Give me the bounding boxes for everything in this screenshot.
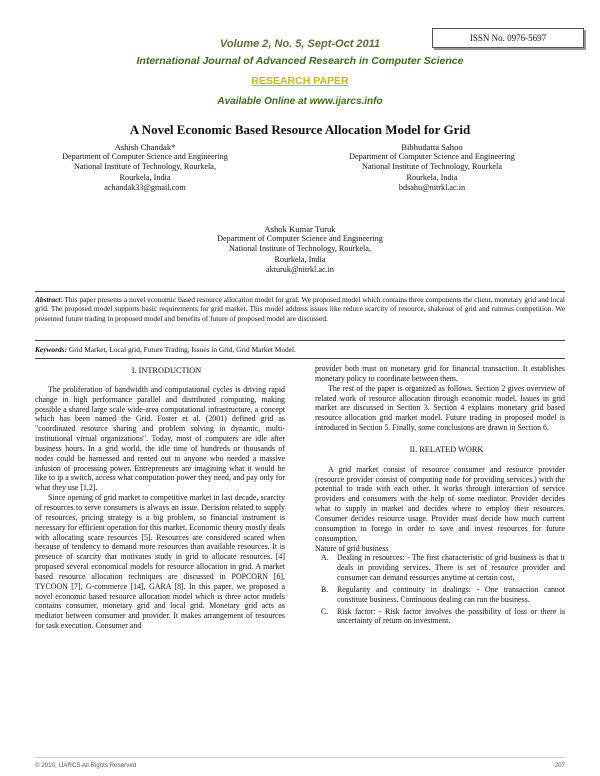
nature-list (315, 553, 565, 626)
right-column (315, 364, 565, 626)
author-block-2 (312, 142, 552, 193)
author-city: Rourkela, India (406, 172, 458, 182)
author-email: bdsahu@nitrkl.ac.in (398, 182, 466, 192)
intro-paragraph-1: The proliferation of bandwidth and computational cycles is driving rapid change in high performance parallel and distributed computing, making possible a shared large scale wide-area computational infrastructure, a concept which has been named the Grid. Foster et al. (2001) defined grid as "coordinated resource sharing and problem solving in dynamic, multi-institutional virtual organizations". Today, most of computers are idle after business hours. In a grid world, the idle time of hundreds or thousands of nodes could be harnessed and rented out to anyone who needed a massive infusion of processing power. Entrepreneurs are imagining what it would be like to ip a switch, access what computation power they need, and pay only for what they use [1,2]. (35, 384, 285, 493)
author-inst: National Institute of Technology, Rourkela (362, 162, 502, 172)
intro-paragraph-2: Since opening of grid market to competitive market in last decade, scarcity of resources to serve consumers is always an issue. Decision related to supply of resources, pricing strategy is a big problem, so financial instrument is necessary for efficient operation for this market. Economic theory mostly deals with allocating scare resources [5]. Resources are considered scared when because of tendency to demand more resources than available resources. It is presence of scarcity that motivates study in grid to allocate resources. [4] proposed several economical models for resource allocation in grid. A market based resource allocation techniques are discussed in POPCORN [6], TYCOON [7], G-commerce [14], GARA [8]. In this paper, we proposed a novel economic based resource allocation model which is three actor models contains consumer, monetary grid and local grid. Monetary grid acts as mediator between consumer and provider. It makes arrangement of resources for task execution. Consumer and (35, 493, 285, 631)
keywords-bottom-rule (35, 358, 565, 359)
footer-rule (35, 757, 565, 758)
author-block-1 (30, 142, 260, 193)
author-dept: Department of Computer Science and Engineering (349, 152, 515, 162)
author-email: achandak33@gmail.com (104, 182, 186, 192)
author-dept: Department of Computer Science and Engineering (62, 152, 228, 162)
author-name: Ashok Kumar Turuk (264, 224, 336, 234)
nature-heading: Nature of grid business (315, 543, 389, 553)
intro-continuation: provider both trust on monetary grid for financial transaction. It establishes monetary policy to coordinate between them. (315, 364, 565, 383)
keywords-text: Grid Market, Local grid, Future Trading, Issues in Grid, Grid Market Model. (67, 345, 296, 354)
author-email: akturuk@nitrkl.ac.in (265, 264, 335, 274)
paper-type: RESEARCH PAPER (251, 75, 349, 87)
journal-availability: Available Online at www.ijarcs.info (217, 96, 383, 107)
author-city: Rourkela, India (274, 254, 326, 264)
footer-copyright: © 2010, IJARCS All Rights Reserved (35, 762, 137, 769)
abstract (35, 295, 565, 323)
section-heading-introduction: I. INTRODUCTION (131, 366, 202, 375)
list-item: C. Risk factor: - Risk factor involves the possibility of loss or there is uncertainty of return on investment. (321, 606, 565, 626)
section-heading-related-work: II. RELATED WORK (409, 444, 484, 454)
paper-title: A Novel Economic Based Resource Allocation Model for Grid (129, 122, 471, 137)
list-item: A. Dealing in resources: - The first characteristic of grid business is that it deals in providing services. There is set of resource provider and consumer can demand resources anytime at certain cost. (321, 553, 565, 583)
author-inst: National Institute of Technology, Rourkela, (229, 244, 371, 254)
intro-paragraph-3: The rest of the paper is organized as follows. Section 2 gives overview of related work of resource allocation through economic model. Issues in grid market are discussed in Section 3. Section 4 explains monetary grid based resource allocation grid market model. Future trading in proposed model is introduced in Section 5. Finally, some conclusions are drawn in Section 6. (315, 383, 565, 433)
journal-name: International Journal of Advanced Research in Computer Science (136, 55, 464, 67)
list-item: B. Regularity and continuity in dealings: - One transaction cannot constitute business. Continuous dealing can run the business. (321, 584, 565, 604)
author-name: Ashish Chandak* (114, 142, 176, 152)
author-block-3 (180, 224, 420, 275)
author-inst: National Institute of Technology, Rourkela, (74, 162, 216, 172)
author-dept: Department of Computer Science and Engineering (217, 234, 383, 244)
author-name: Bibhudatta Sahoo (401, 142, 463, 152)
abstract-label: Abstract (35, 295, 61, 304)
related-work-paragraph: A grid market consist of resource consumer and resource provider (resource provider consist of computing node for providing services.) with the potential to trade with each other. It works through interaction of service providers and consumers with the help of some mediator. Provider decides what to supply in market and decides where to employ their resources. Consumer decides resource usage. Provider must decide how much current consumption to forego in order to save and invest resources for future consumption. (315, 464, 565, 543)
issn-box: ISSN No. 0976-5697 (432, 28, 584, 48)
journal-volume: Volume 2, No. 5, Sept-Oct 2011 (219, 38, 381, 50)
abstract-top-rule (35, 291, 565, 292)
author-city: Rourkela, India (119, 172, 171, 182)
keywords-label: Keywords: (35, 345, 68, 354)
left-column (35, 366, 285, 631)
abstract-bottom-rule (35, 340, 565, 341)
keywords (35, 345, 565, 354)
abstract-text: : This paper presents a novel economic based resource allocation model for grid. We proposed model which contains three components the client, monetary grid and local grid. The proposed model supports basic requirements for grid market. This model address issues like reduce scarcity of resource, shakeout of grid and ruinous competition. We presented future trading in proposed model and benefits of future of proposed model are discussed. (35, 295, 565, 323)
page-number: 207 (554, 762, 565, 769)
